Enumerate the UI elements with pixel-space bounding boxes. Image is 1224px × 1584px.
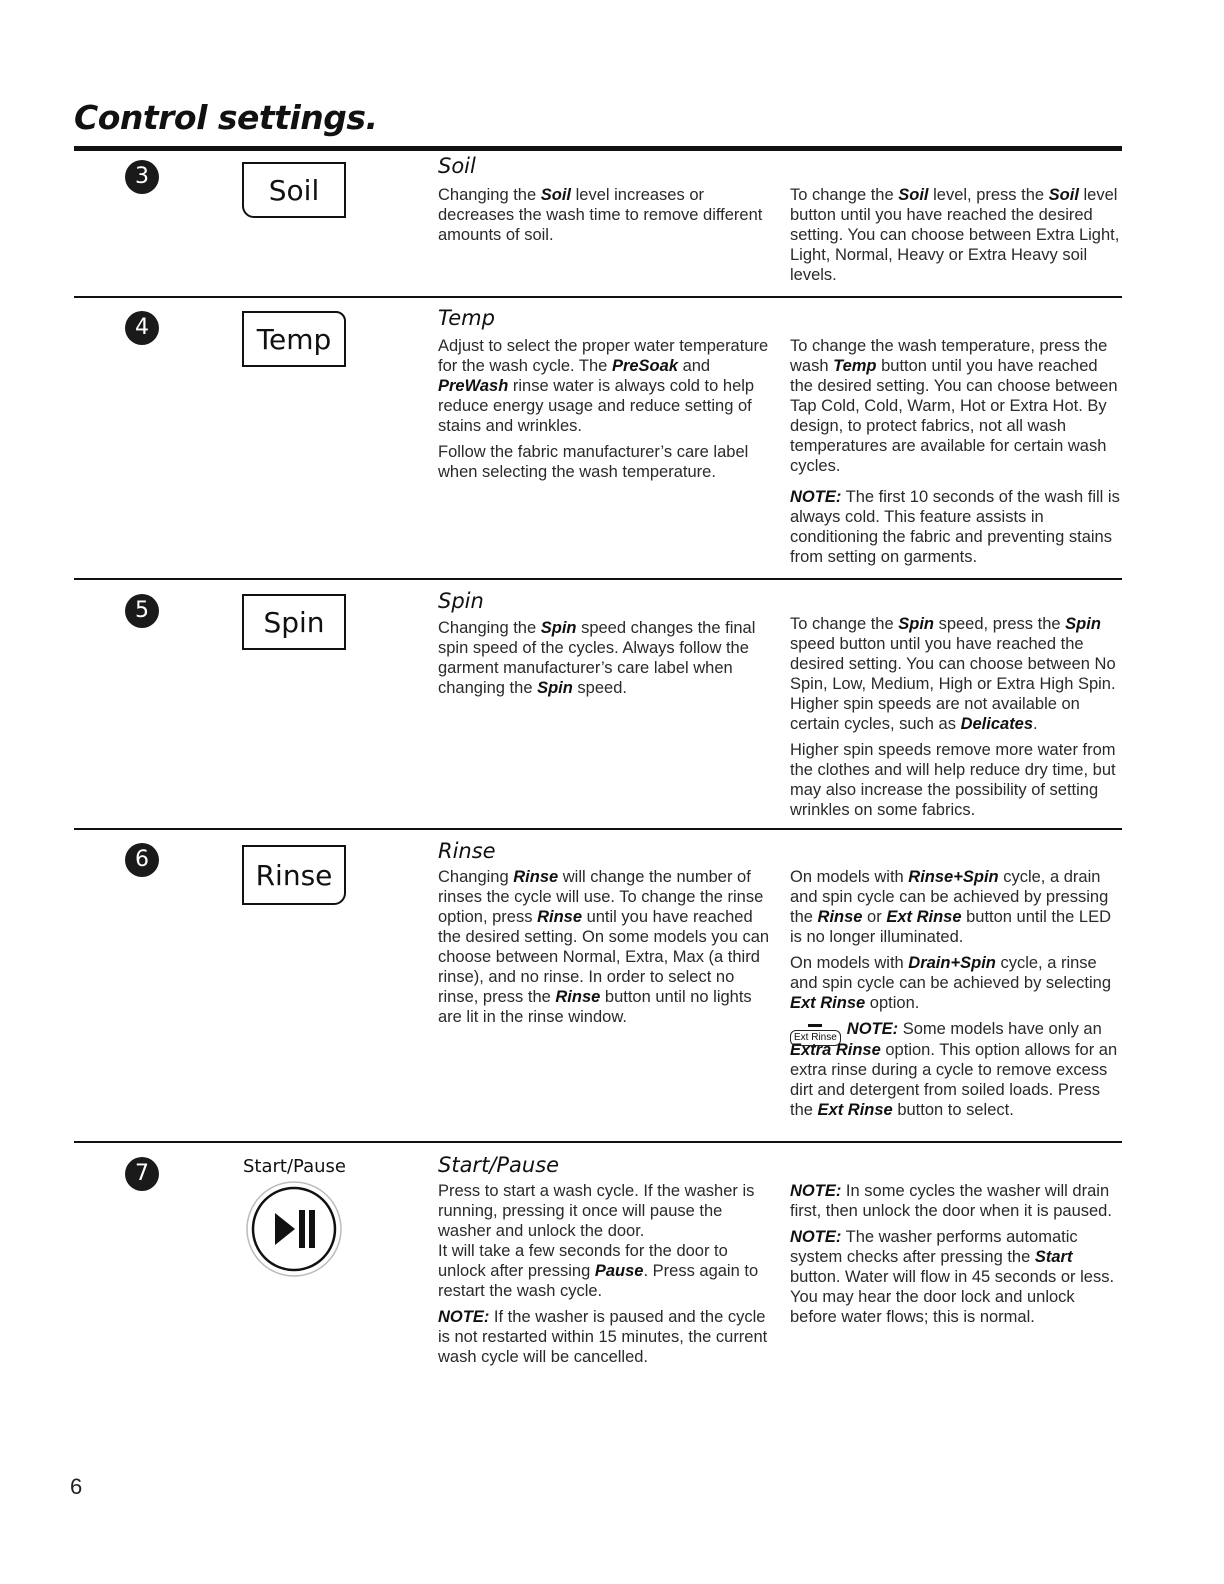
- temp-instructions: To change the wash temperature, press the wash Temp button until you have reached the desired setting. You can choose between Tap Cold, Cold, Warm, Hot or Extra Hot. By design, to protect fabrics, not all wash temperatures are available for certain wash cycles. NOTE: The first 10 seconds of the wash fill is always cold. This feature assists in conditioning the fabric and preventing stains from setting on garments.: [790, 337, 1120, 566]
- spin-heading: Spin: [438, 589, 484, 613]
- start-pause-button-label: Start/Pause: [243, 1156, 346, 1177]
- start-pause-icon: [245, 1180, 343, 1278]
- spin-instructions: To change the Spin speed, press the Spin speed button until you have reached the desired setting. You can choose between No Spin, Low, Medium, High or Extra High Spin. Higher spin speeds are not available on certain cycles, such as Delicates. Higher spin speeds remove more water from the clothes and will help reduce dry time, but may also increase the possibility of setting wrinkles on some fabrics.: [790, 615, 1116, 819]
- page-number: 6: [70, 1474, 83, 1499]
- soil-description: Changing the Soil level increases or decreases the wash time to remove different amounts of soil.: [438, 186, 763, 244]
- section-divider: [74, 1141, 1122, 1143]
- rinse-instructions: On models with Rinse+Spin cycle, a drain and spin cycle can be achieved by pressing the Rinse or Ext Rinse button until the LED is no longer illuminated. On models with Drain+Spin cycle, a rinse and spin cycle can be achieved by selecting Ext Rinse option. Ext Rinse NOTE: Some models have only an Extra Rinse option. This option allows for an extra rinse during a cycle to remove excess dirt and detergent from soiled loads. Press the Ext Rinse button to select.: [790, 868, 1118, 1119]
- start-pause-notes: NOTE: In some cycles the washer will drain first, then unlock the door when it is paused. NOTE: The washer performs automatic system checks after pressing the Start button. Water will flow in 45 seconds or less. You may hear the door lock and unlock before water flows; this is normal.: [790, 1182, 1115, 1326]
- title-rule: [74, 146, 1122, 151]
- temp-description: Adjust to select the proper water temperature for the wash cycle. The PreSoak and PreWash rinse water is always cold to help reduce energy usage and reduce setting of stains and wrinkles. Follow the fabric manufacturer’s care label when selecting the wash temperature.: [438, 337, 769, 481]
- rinse-description: Changing Rinse will change the number of rinses the cycle will use. To change the rinse option, press Rinse until you have reached the desired setting. On some models you can choose between Normal, Extra, Max (a third rinse), and no rinse. In order to select no rinse, press the Rinse button until no lights are lit in the rinse window.: [438, 868, 770, 1026]
- temp-heading: Temp: [438, 306, 495, 330]
- spin-description: Changing the Spin speed changes the final spin speed of the cycles. Always follow the garment manufacturer’s care label when changing the Spin speed.: [438, 619, 756, 697]
- soil-button-illustration: Soil: [242, 162, 346, 218]
- step-6-badge: 6: [125, 843, 159, 877]
- temp-button-illustration: Temp: [242, 311, 346, 367]
- rinse-heading: Rinse: [438, 839, 496, 863]
- spin-button-illustration: Spin: [242, 594, 346, 650]
- step-5-badge: 5: [125, 594, 159, 628]
- step-4-badge: 4: [125, 311, 159, 345]
- start-pause-heading: Start/Pause: [438, 1153, 560, 1177]
- start-pause-description: Press to start a wash cycle. If the washer is running, pressing it once will pause the washer and unlock the door. It will take a few seconds for the door to unlock after pressing Pause. Press again to restart the wash cycle. NOTE: If the washer is paused and the cycle is not restarted within 15 minutes, the current wash cycle will be cancelled.: [438, 1182, 768, 1366]
- section-divider: [74, 828, 1122, 830]
- section-divider: [74, 296, 1122, 298]
- ext-rinse-button-icon: Ext Rinse: [790, 1030, 841, 1046]
- rinse-button-illustration: Rinse: [242, 845, 346, 905]
- soil-instructions: To change the Soil level, press the Soil level button until you have reached the desired setting. You can choose between Extra Light, Light, Normal, Heavy or Extra Heavy soil levels.: [790, 186, 1120, 284]
- page-title: Control settings.: [74, 98, 378, 137]
- step-7-badge: 7: [125, 1157, 159, 1191]
- soil-heading: Soil: [438, 154, 476, 178]
- step-3-badge: 3: [125, 160, 159, 194]
- section-divider: [74, 578, 1122, 580]
